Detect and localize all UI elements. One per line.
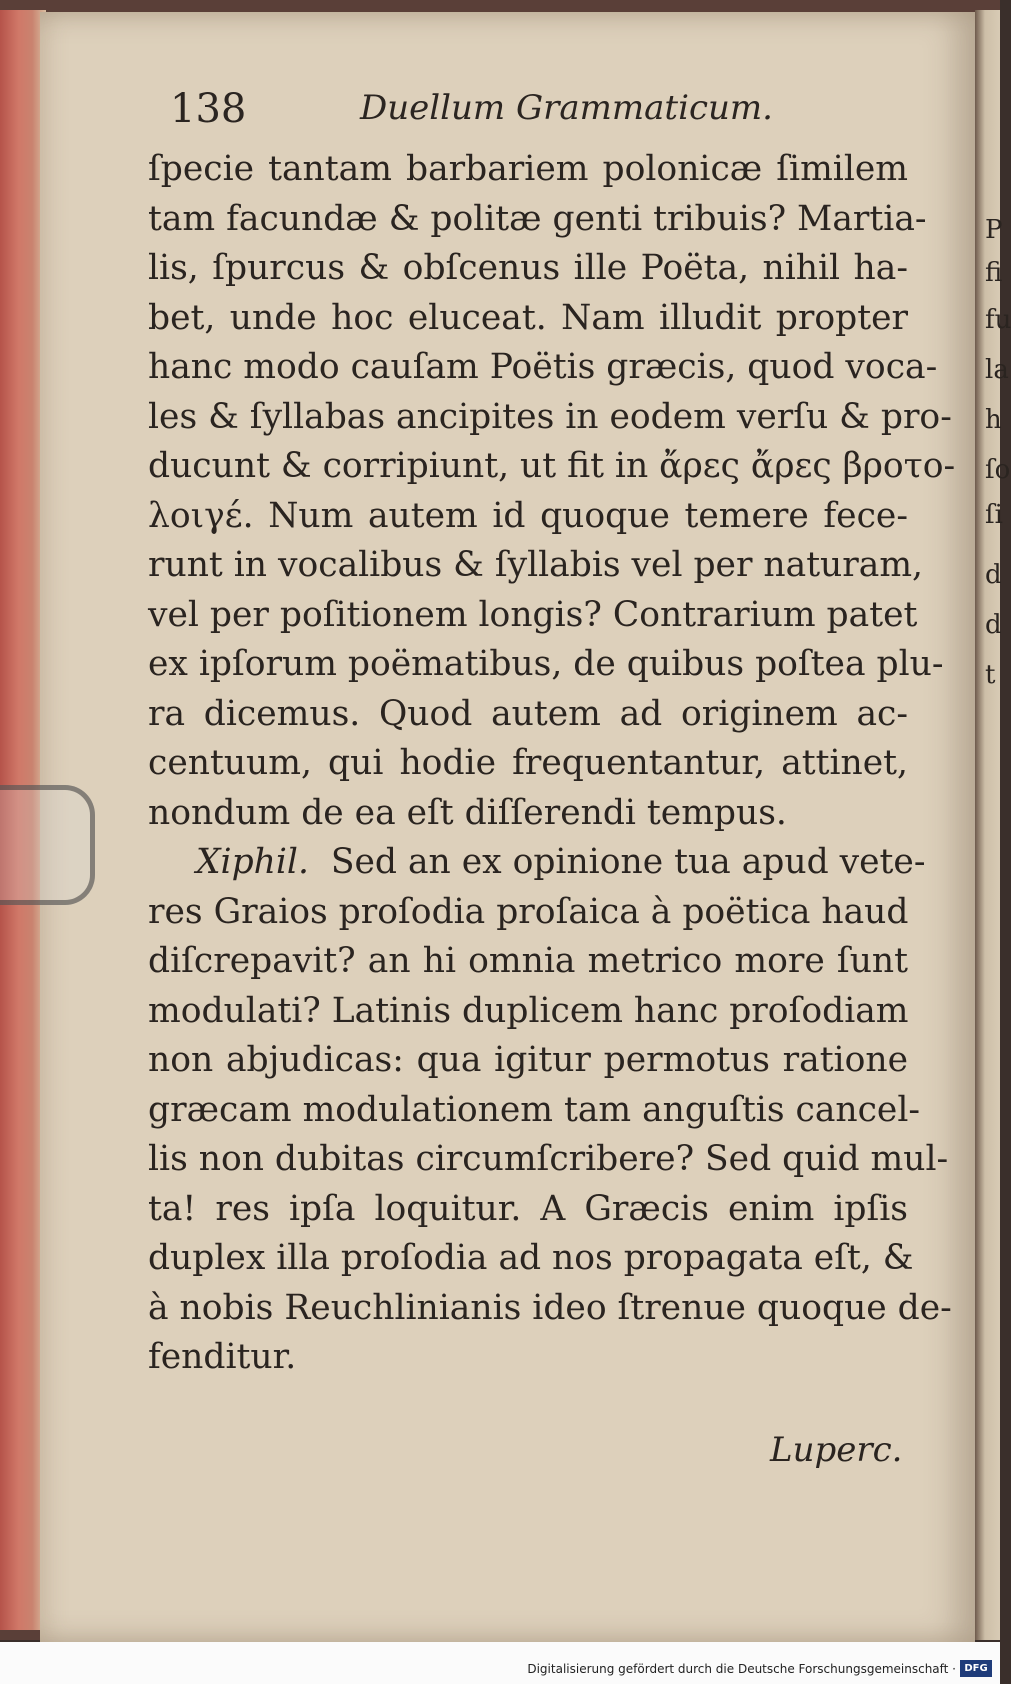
text-line: hanc modo cauſam Poëtis græcis, quod voca- bbox=[148, 347, 938, 387]
text-line: vel per poſitionem longis? Contrarium patet bbox=[148, 594, 918, 635]
text-line: duplex illa proſodia ad nos propagata eſt, & bbox=[148, 1238, 914, 1278]
footer-bar bbox=[0, 1642, 1000, 1684]
next-page-fragment: t bbox=[985, 660, 996, 690]
next-page-fragment: fi bbox=[985, 258, 1003, 288]
next-page-fragment: h bbox=[985, 405, 1002, 435]
next-page-fragment: ſo bbox=[985, 455, 1011, 485]
text-line: ra dicemus. Quod autem ad originem ac- bbox=[148, 693, 908, 734]
text-line: ſpecie tantam barbariem polonicæ ſimilem bbox=[148, 149, 908, 189]
funding-note: Digitalisierung gefördert durch die Deutsche Forschungsgemeinschaft · bbox=[527, 1662, 956, 1676]
next-page-fragment: d bbox=[985, 610, 1002, 640]
next-page-edge bbox=[975, 10, 1003, 1640]
text-line: lis non dubitas circumſcribere? Sed quid mul- bbox=[148, 1139, 949, 1179]
text-line: diſcrepavit? an hi omnia metrico more ſunt bbox=[148, 941, 908, 981]
text-line: ducunt & corripiunt, ut fit in ἄρες ἄρες βροτο- bbox=[148, 446, 956, 486]
text-line: runt in vocalibus & ſyllabis vel per naturam, bbox=[148, 545, 924, 585]
text-line: λοιγέ. Num autem id quoque temere fece- bbox=[148, 495, 908, 536]
body-text bbox=[148, 145, 956, 1383]
next-page-fragment: d bbox=[985, 560, 1002, 590]
text-line: non abjudicas: qua igitur permotus ratione bbox=[148, 1040, 908, 1080]
page-number: 138 bbox=[170, 86, 247, 132]
text-line: modulati? Latinis duplicem hanc proſodiam bbox=[148, 990, 909, 1031]
text-line: græcam modulationem tam anguſtis cancel- bbox=[148, 1089, 921, 1130]
paragraph-first-line bbox=[148, 838, 926, 888]
running-title: Duellum Grammaticum. bbox=[360, 88, 773, 128]
page-clip bbox=[0, 785, 95, 905]
text-line: tam facundæ & politæ genti tribuis? Martia- bbox=[148, 198, 927, 239]
text-line: nondum de ea eſt diſſerendi tempus. bbox=[148, 792, 787, 833]
text-line: res Graios proſodia proſaica à poëtica haud bbox=[148, 891, 909, 932]
next-page-fragment: fu bbox=[985, 305, 1011, 335]
dfg-logo: DFG bbox=[960, 1660, 992, 1677]
text-line: ex ipſorum poëmatibus, de quibus poſtea plu- bbox=[148, 644, 944, 684]
page-header bbox=[170, 86, 900, 136]
catchword: Luperc. bbox=[770, 1430, 903, 1470]
text-line: centuum, qui hodie frequentantur, attinet, bbox=[148, 743, 908, 783]
speaker-name: Xiphil. bbox=[196, 842, 309, 882]
text-line: les & ſyllabas ancipites in eodem verſu & pro- bbox=[148, 396, 952, 437]
text-fragment: Sed an ex opinione tua apud vete- bbox=[330, 842, 926, 882]
text-line: fenditur. bbox=[148, 1337, 297, 1377]
text-line: lis, ſpurcus & obſcenus ille Poëta, nihil ha- bbox=[148, 248, 908, 288]
next-page-fragment: P bbox=[985, 215, 1003, 245]
text-line: à nobis Reuchlinianis ideo ſtrenue quoque de- bbox=[148, 1287, 952, 1328]
next-page-fragment: la bbox=[985, 355, 1009, 385]
next-page-fragment: ſi bbox=[985, 500, 1003, 530]
text-line: bet, unde hoc eluceat. Nam illudit propter bbox=[148, 297, 908, 338]
text-line: ta! res ipſa loquitur. A Græcis enim ipſis bbox=[148, 1188, 908, 1229]
